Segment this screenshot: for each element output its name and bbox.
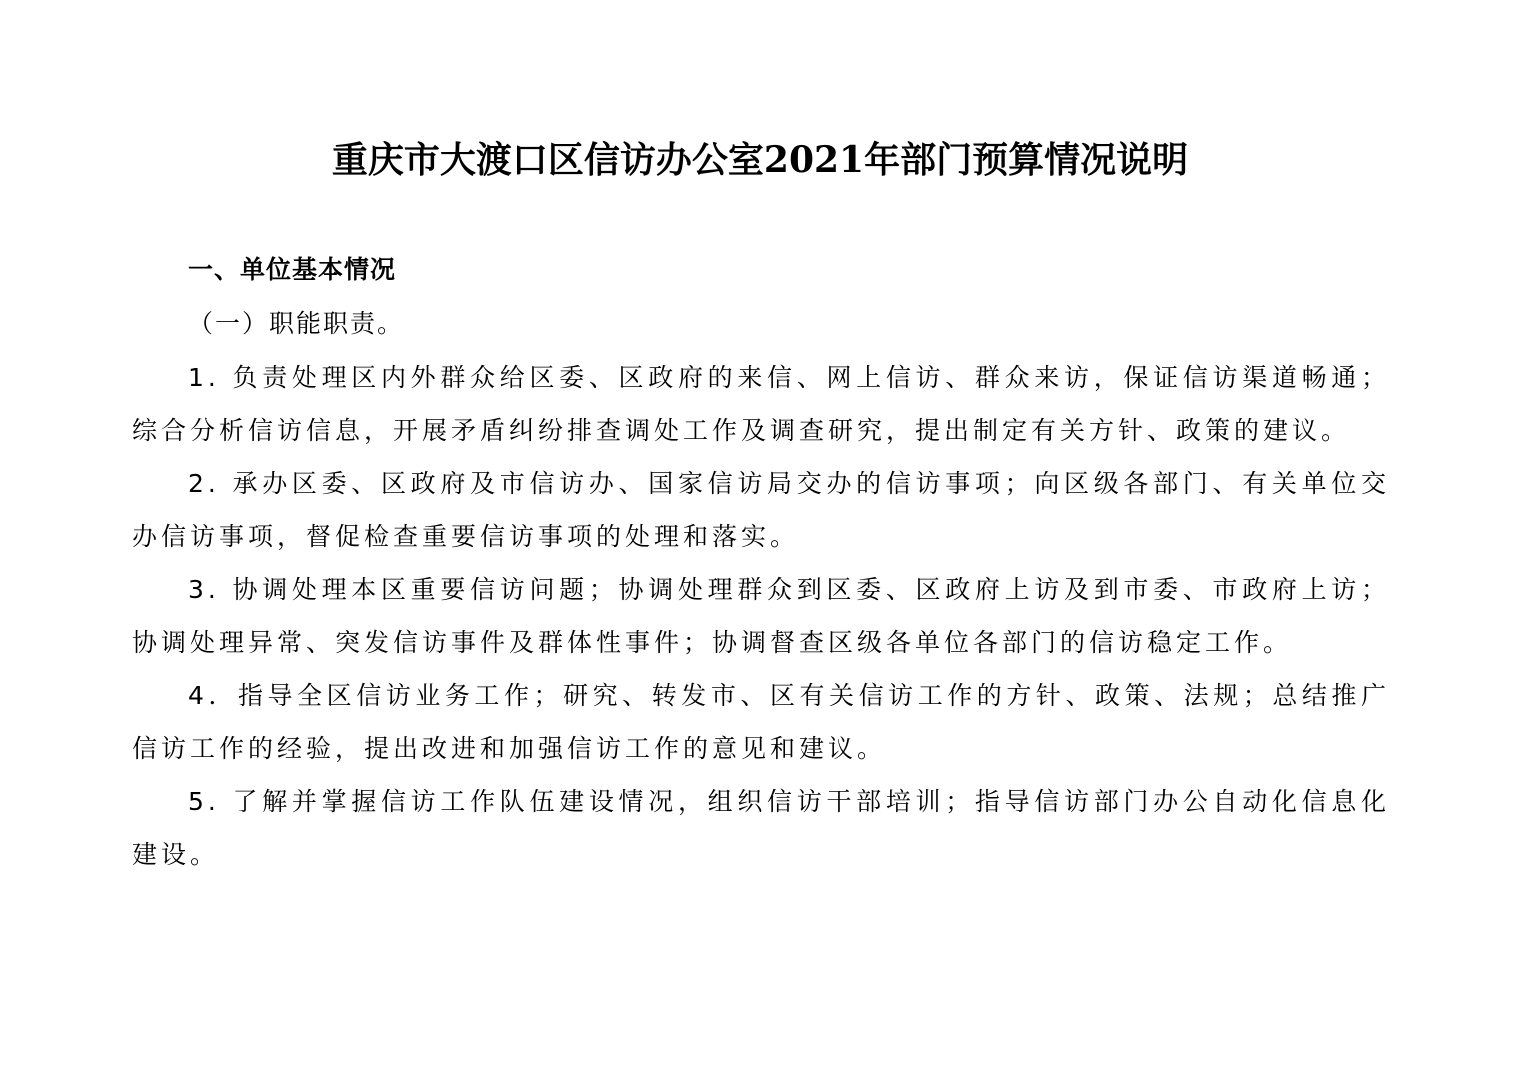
sub-heading: （一）职能职责。 <box>188 309 405 338</box>
paragraph-2: 2. 承办区委、区政府及市信访办、国家信访局交办的信访事项；向区级各部门、有关单位交办信访事项，督促检查重要信访事项的处理和落实。 <box>132 469 1390 551</box>
paragraph-5: 5. 了解并掌握信访工作队伍建设情况，组织信访干部培训；指导信访部门办公自动化信息化建设。 <box>132 787 1390 869</box>
paragraph-4: 4．指导全区信访业务工作；研究、转发市、区有关信访工作的方针、政策、法规；总结推广信访工作的经验，提出改进和加强信访工作的意见和建议。 <box>132 681 1390 763</box>
paragraph-1: 1. 负责处理区内外群众给区委、区政府的来信、网上信访、群众来访，保证信访渠道畅通；综合分析信访信息，开展矛盾纠纷排查调处工作及调查研究，提出制定有关方针、政策的建议。 <box>132 363 1390 445</box>
document-body <box>132 243 1390 881</box>
paragraph-3: 3. 协调处理本区重要信访问题；协调处理群众到区委、区政府上访及到市委、市政府上访；协调处理异常、突发信访事件及群体性事件；协调督查区级各单位各部门的信访稳定工作。 <box>132 575 1390 657</box>
section-heading: 一、单位基本情况 <box>188 255 397 284</box>
document-title: 重庆市大渡口区信访办公室2021年部门预算情况说明 <box>331 139 1189 181</box>
